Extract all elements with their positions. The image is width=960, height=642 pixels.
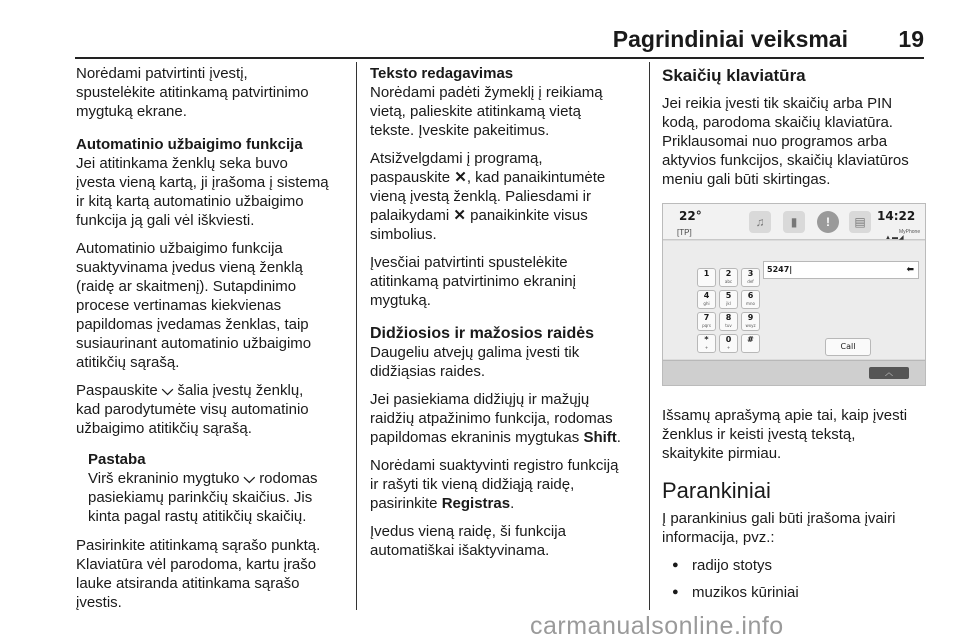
key-letters: jkl: [726, 301, 731, 306]
temperature-readout: 22°: [679, 209, 702, 223]
text-line: suaktyvinama įvedus vieną ženklą: [76, 259, 303, 276]
text-line: atitinkamą patvirtinimo ekraninį: [370, 273, 576, 290]
text-line: [76, 381, 348, 400]
text-line: meniu gali būti skirtingas.: [662, 171, 831, 188]
text-line: įvesta vieną kartą, ji įrašoma į sistemą: [76, 174, 329, 191]
paragraph: [370, 390, 640, 447]
text-line: aktyvios funkcijos, skaičių klaviatūros: [662, 152, 909, 169]
text-line: Norėdami patvirtinti įvestį,: [76, 65, 248, 82]
key-digit: 9: [747, 313, 754, 322]
text-line: Norėdami padėti žymeklį į reikiamą: [370, 84, 603, 101]
keypad-key[interactable]: [741, 334, 760, 353]
keypad-key[interactable]: [697, 290, 716, 309]
text-line: Įvedus vieną raidę, ši funkcija: [370, 523, 566, 540]
tp-indicator: [TP]: [677, 228, 692, 237]
phone-icon: ▮: [783, 211, 805, 233]
paragraph: [370, 456, 640, 513]
text-line: užbaigimo atitikčių sąrašą.: [76, 420, 252, 437]
note-heading: Pastaba: [88, 451, 146, 468]
bottom-bar: [663, 360, 925, 386]
registras-label: Registras: [441, 495, 511, 512]
text-line: papildomas įvedamas ženklas, taip: [76, 316, 309, 333]
text-line: Išsamų aprašymą apie tai, kaip įvesti: [662, 407, 908, 424]
text-line: (raidę ar skaitmenį). Sutapdinimo: [76, 278, 297, 295]
text-line: ir kitą kartą automatinio užbaigimo: [76, 193, 304, 210]
chevron-down-icon: ⌵: [243, 470, 256, 487]
close-icon: ✕: [453, 207, 466, 224]
call-button[interactable]: Call: [825, 338, 871, 356]
keypad-key[interactable]: [741, 312, 760, 331]
keypad-key[interactable]: [741, 290, 760, 309]
chevron-up-icon[interactable]: ︿: [869, 367, 909, 379]
menu-icon: ▤: [849, 211, 871, 233]
text-line: atitikčių sąrašą.: [76, 354, 180, 371]
key-digit: 8: [725, 313, 732, 322]
text-line: Daugeliu atvejų galima įvesti tik: [370, 344, 580, 361]
text-line: Į parankinius gali būti įrašoma įvairi: [662, 510, 896, 527]
text-line: kad parodytumėte visų automatinio: [76, 401, 309, 418]
text-line: mygtuką.: [370, 292, 431, 309]
text-fragment: paspauskite: [370, 169, 451, 186]
text-line: pasirinkite Registras.: [370, 495, 515, 512]
text-line: pasiekiamų parinkčių skaičius. Jis: [88, 489, 313, 506]
text-line: didžiąsias raides.: [370, 363, 486, 380]
text-line: Jei reikia įvesti tik skaičių arba PIN: [662, 95, 893, 112]
numpad-screenshot: [662, 203, 926, 386]
text-line: procese vertinamas kiekvienas: [76, 297, 282, 314]
list-item: ● muzikos kūriniai: [662, 583, 930, 602]
close-icon: ✕: [454, 169, 467, 186]
text-line: [370, 206, 640, 225]
status-bar: [663, 204, 925, 240]
text-line: vieną įvestą ženklą. Paliesdami ir: [370, 188, 591, 205]
text-line: papildomas ekraninis mygtukas Shift.: [370, 429, 621, 446]
key-digit: *: [704, 335, 709, 344]
signal-icon: ▲▬◢: [885, 235, 905, 241]
key-letters: pqrs: [702, 323, 711, 328]
chevron-down-icon: ⌵: [161, 382, 174, 399]
key-digit: 3: [747, 269, 754, 278]
text-line: funkcija ją gali vėl iškviesti.: [76, 212, 255, 229]
text-line: lauke atsiranda atitinkama sąrašo: [76, 575, 300, 592]
text-line: kinta pagal rastų atitikčių skaičių.: [88, 508, 307, 525]
header-rule: [75, 57, 924, 59]
paragraph: [662, 509, 930, 547]
text-line: simbolius.: [370, 226, 437, 243]
text-line: Pasirinkite atitinkamą sąrašo punktą.: [76, 537, 321, 554]
column-1: [76, 64, 348, 621]
text-line: vietą, palieskite atitinkamą vietą: [370, 103, 581, 120]
text-line: [370, 168, 640, 187]
keypad-key[interactable]: [719, 334, 738, 353]
text-line: ženklus ir keisti įvestą tekstą,: [662, 426, 856, 443]
backspace-icon[interactable]: ⬅: [906, 265, 914, 275]
text-line: tekste. Įveskite pakeitimus.: [370, 122, 550, 139]
key-letters: ghi: [703, 301, 710, 306]
text-fragment: šalia įvestų ženklų,: [177, 382, 304, 399]
keypad-key[interactable]: [697, 334, 716, 353]
text-line: informacija, pvz.:: [662, 529, 775, 546]
text-fragment: Virš ekraninio mygtuko: [88, 470, 240, 487]
keypad-key[interactable]: [697, 268, 716, 287]
text-line: ir rašyti tik vieną didžiąją raidę,: [370, 476, 575, 493]
text-cursor: |: [789, 265, 793, 274]
text-fragment: pasirinkite: [370, 495, 438, 512]
text-line: spustelėkite atitinkamą patvirtinimo: [76, 84, 309, 101]
text-line: Jei pasiekiama didžiųjų ir mažųjų: [370, 391, 590, 408]
text-line: Norėdami suaktyvinti registro funkciją: [370, 457, 619, 474]
text-line: Automatinio užbaigimo funkcija: [76, 240, 283, 257]
text-line: Priklausomai nuo programos arba: [662, 133, 888, 150]
keypad-key[interactable]: [697, 312, 716, 331]
paragraph: [76, 536, 348, 612]
entry-text: 5247: [767, 265, 790, 274]
paragraph: [370, 64, 640, 140]
text-line: Įvesčiai patvirtinti spustelėkite: [370, 254, 568, 271]
section-heading: Automatinio užbaigimo funkcija: [76, 136, 303, 153]
shift-label: Shift: [583, 429, 617, 446]
key-letters: wxyz: [745, 323, 756, 328]
text-line: automatiškai išaktyvinama.: [370, 542, 550, 559]
text-line: įvestis.: [76, 594, 122, 611]
keypad-key[interactable]: [719, 312, 738, 331]
key-letters: +: [704, 345, 709, 350]
paragraph: [370, 522, 640, 560]
column-divider: [649, 62, 650, 610]
paragraph: [370, 253, 640, 310]
text-line: mygtuką ekrane.: [76, 103, 187, 120]
key-digit: 5: [725, 291, 732, 300]
key-letters: tuv: [725, 323, 732, 328]
music-note-icon: ♫: [749, 211, 771, 233]
text-line: skaitykite pirmiau.: [662, 445, 782, 462]
keypad-key[interactable]: [719, 268, 738, 287]
paragraph: [662, 94, 930, 189]
key-digit: 6: [747, 291, 754, 300]
text-line: raidžių atpažinimo funkcija, rodomas: [370, 410, 613, 427]
column-2: [370, 64, 640, 569]
key-digit: 0: [725, 335, 732, 344]
paragraph: [370, 324, 640, 381]
key-letters: +: [726, 345, 731, 350]
clock: 14:22: [877, 209, 916, 223]
key-digit: 2: [725, 269, 732, 278]
number-entry-field[interactable]: [763, 261, 919, 279]
text-fragment: palaikydami: [370, 207, 450, 224]
numpad-area: [663, 241, 925, 359]
paragraph: [76, 135, 348, 230]
key-digit: 1: [703, 269, 710, 278]
column-divider: [356, 62, 357, 610]
key-digit: 7: [703, 313, 710, 322]
section-heading: Teksto redagavimas: [370, 65, 514, 82]
column-3: [662, 64, 930, 610]
text-fragment: Paspauskite: [76, 382, 158, 399]
text-fragment: panaikinkite visus: [470, 207, 588, 224]
section-heading: Skaičių klaviatūra: [662, 66, 806, 85]
paragraph: [76, 64, 348, 121]
text-fragment: papildomas ekraninis mygtukas: [370, 429, 580, 446]
section-heading: Didžiosios ir mažosios raidės: [370, 325, 595, 342]
page-number: 19: [898, 26, 924, 52]
text-line: susiaurinant automatinio užbaigimo: [76, 335, 312, 352]
keypad-key[interactable]: [719, 290, 738, 309]
note: [76, 450, 348, 526]
paragraph: [662, 64, 930, 88]
text-fragment: rodomas: [259, 470, 318, 487]
keypad-key[interactable]: [741, 268, 760, 287]
key-letters: mno: [746, 301, 755, 306]
header-title: Pagrindiniai veiksmai: [612, 26, 848, 52]
key-letters: abc: [724, 279, 733, 284]
key-digit: #: [747, 335, 754, 344]
text-line: kodą, parodoma skaičių klaviatūra.: [662, 114, 893, 131]
watermark: carmanualsonline.info: [530, 612, 784, 640]
text-line: Atsižvelgdami į programą,: [370, 150, 543, 167]
section-heading: Parankiniai: [662, 478, 771, 503]
text-line: [88, 469, 348, 488]
paragraph: [662, 406, 930, 463]
paragraph: [370, 149, 640, 244]
key-letters: def: [747, 279, 754, 284]
paragraph: [76, 239, 348, 372]
phone-name: MyPhone: [899, 229, 921, 235]
text-fragment: , kad panaikintumėte: [466, 169, 606, 186]
text-line: Klaviatūra vėl parodoma, kartu įrašo: [76, 556, 317, 573]
paragraph: [76, 381, 348, 438]
list-item: ● radijo stotys: [662, 556, 930, 575]
key-digit: 4: [703, 291, 710, 300]
text-line: Jei atitinkama ženklų seka buvo: [76, 155, 288, 172]
info-icon: !: [817, 211, 839, 233]
